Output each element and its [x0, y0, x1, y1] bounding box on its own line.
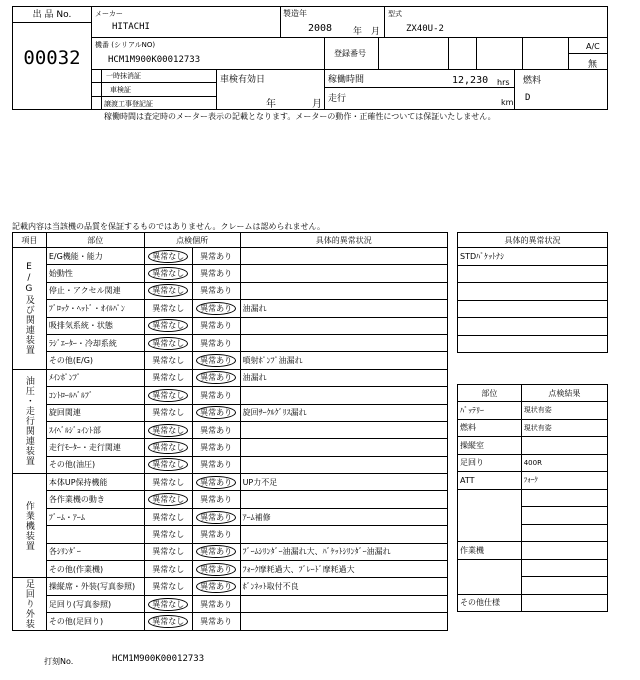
- side-result-cell: [521, 437, 607, 455]
- hours-value: 12,230: [452, 75, 489, 86]
- no-abnormality-option: 異常なし: [148, 458, 188, 471]
- side-result-cell: ﾌｫｰｸ: [521, 472, 607, 490]
- table-row: [13, 265, 448, 282]
- hours-unit: hrs: [497, 78, 510, 87]
- part-cell: E/G機能・能力: [46, 248, 144, 265]
- side-detail-cell: STDﾊﾞｹｯﾄﾅｼ: [458, 248, 608, 266]
- detail-cell: 油漏れ: [240, 369, 447, 386]
- part-cell: ｽｲﾍﾞﾙｼﾞｮｲﾝﾄ部: [46, 421, 144, 438]
- maker-label: メーカー: [95, 10, 123, 18]
- abnormality-option: 異常あり: [200, 616, 233, 626]
- abnormality-option: 異常あり: [196, 476, 236, 489]
- side-result-table: [457, 384, 608, 612]
- detail-cell: 旋回ｻｰｸﾙｸﾞﾘｽ漏れ: [240, 404, 447, 421]
- table-row: [13, 387, 448, 404]
- no-abnormality-option: 異常なし: [148, 598, 188, 611]
- no-abnormality-option: 異常なし: [152, 512, 185, 522]
- side-other-label: その他仕様: [458, 594, 522, 612]
- table-row: [13, 404, 448, 421]
- abnormality-option: 異常あり: [196, 580, 236, 593]
- no-abnormality-option: 異常なし: [148, 284, 188, 297]
- side-detail-header: 具体的異常状況: [458, 233, 608, 248]
- abnormality-option: 異常あり: [200, 599, 233, 609]
- side-result-header-result: 点検結果: [521, 385, 607, 402]
- part-cell: 各ｼﾘﾝﾀﾞｰ: [46, 543, 144, 560]
- no-abnormality-option: 異常なし: [148, 337, 188, 350]
- side-part-cell: 操縦室: [458, 437, 522, 455]
- part-cell: その他(E/G): [46, 352, 144, 369]
- table-row: [13, 561, 448, 578]
- part-cell: 吸排気系統・状態: [46, 317, 144, 334]
- abnormality-option: 異常あり: [200, 529, 233, 539]
- abnormality-option: 異常あり: [200, 338, 233, 348]
- inspection-table: [12, 232, 448, 631]
- part-cell: 各作業機の動き: [46, 491, 144, 508]
- part-cell: 足回り(写真参照): [46, 595, 144, 612]
- no-abnormality-option: 異常なし: [148, 389, 188, 402]
- table-row: [13, 282, 448, 299]
- side-detail-cell: [458, 335, 608, 353]
- exhibit-no-label: 出 品 No.: [13, 7, 91, 23]
- no-abnormality-option: 異常なし: [148, 250, 188, 263]
- side-detail-cell: [458, 318, 608, 336]
- no-abnormality-option: 異常なし: [152, 582, 185, 592]
- side-result-cell: 現状有姿: [521, 402, 607, 420]
- insp-month-unit: 月: [312, 99, 322, 110]
- stamp-value: HCM1M900K00012733: [112, 654, 205, 664]
- abnormality-option: 異常あり: [196, 406, 236, 419]
- detail-cell: ｱｰﾑ補修: [240, 508, 447, 525]
- table-row: [13, 334, 448, 351]
- no-abnormality-option: 異常なし: [148, 319, 188, 332]
- detail-cell: [240, 421, 447, 438]
- col-header-part: 部位: [46, 233, 144, 248]
- table-row: [13, 526, 448, 543]
- no-abnormality-option: 異常なし: [148, 615, 188, 628]
- side-detail-table: [457, 232, 608, 353]
- col-header-item: 項目: [13, 233, 47, 248]
- disclaimer: 記載内容は当該機の品質を保証するものではありません。クレームは認められません。: [12, 222, 325, 231]
- detail-cell: [240, 439, 447, 456]
- no-abnormality-option: 異常なし: [148, 267, 188, 280]
- side-result-header-part: 部位: [458, 385, 522, 402]
- maker-value: HITACHI: [112, 22, 150, 32]
- no-abnormality-option: 異常なし: [152, 303, 185, 313]
- abnormality-option: 異常あり: [200, 390, 233, 400]
- col-divider: [324, 37, 325, 69]
- detail-cell: 油漏れ: [240, 300, 447, 317]
- year-label: 製造年: [283, 9, 307, 18]
- part-cell: ﾌﾞﾛｯｸ・ﾍｯﾄﾞ・ｵｲﾙﾊﾟﾝ: [46, 300, 144, 317]
- group-label: E/G及び関連装置: [23, 261, 34, 355]
- col-divider: [522, 37, 523, 69]
- year-value: 2008: [308, 23, 333, 34]
- year-unit: 年: [353, 27, 363, 37]
- part-cell: 走行ﾓｰﾀｰ・走行関連: [46, 439, 144, 456]
- ac-label: A/C: [586, 42, 600, 51]
- table-header: [13, 233, 448, 248]
- detail-cell: [240, 613, 447, 630]
- col-header-detail: 具体的異常状況: [240, 233, 447, 248]
- no-abnormality-option: 異常なし: [152, 373, 185, 383]
- col-header-check: 点検個所: [144, 233, 240, 248]
- serial-label: 機番 (シリアルNO): [95, 41, 156, 49]
- abnormality-option: 異常あり: [200, 425, 233, 435]
- table-row: [13, 421, 448, 438]
- table-row: [13, 300, 448, 317]
- detail-cell: [240, 526, 447, 543]
- no-abnormality-option: 異常なし: [152, 356, 185, 366]
- table-row: [13, 613, 448, 630]
- detail-cell: [240, 595, 447, 612]
- detail-cell: [240, 387, 447, 404]
- col-divider: [378, 37, 379, 69]
- side-detail-cell: [458, 265, 608, 283]
- detail-cell: [240, 491, 447, 508]
- part-cell: 停止・アクセル関連: [46, 282, 144, 299]
- abnormality-option: 異常あり: [200, 460, 233, 470]
- table-row: [13, 456, 448, 473]
- no-abnormality-option: 異常なし: [148, 493, 188, 506]
- header-grid: [92, 6, 608, 110]
- detail-cell: 噴射ﾎﾟﾝﾌﾟ油漏れ: [240, 352, 447, 369]
- part-cell: 始動性: [46, 265, 144, 282]
- model-value: ZX40U-2: [406, 24, 444, 34]
- part-cell: [46, 526, 144, 543]
- insp-year-unit: 年: [266, 99, 276, 110]
- side-result-cell: 400R: [521, 454, 607, 472]
- detail-cell: UP力不足: [240, 474, 447, 491]
- part-cell: その他(油圧): [46, 456, 144, 473]
- inspection-label: 車検有効日: [220, 75, 266, 85]
- table-row: [13, 543, 448, 560]
- cert-label-1: 一時抹消証: [106, 72, 141, 80]
- table-row: [13, 352, 448, 369]
- side-result-cell: 現状有姿: [521, 419, 607, 437]
- detail-cell: [240, 248, 447, 265]
- side-part-cell: ﾊﾞｯﾃﾘｰ: [458, 402, 522, 420]
- detail-cell: ﾌﾞｰﾑｼﾘﾝﾀﾞｰ油漏れ大、ﾊﾞｹｯﾄｼﾘﾝﾀﾞｰ油漏れ: [240, 543, 447, 560]
- detail-cell: [240, 456, 447, 473]
- col-divider: [280, 7, 281, 37]
- stamp-label: 打刻No.: [44, 657, 74, 666]
- table-row: [13, 491, 448, 508]
- exhibit-no-value: 00032: [23, 47, 81, 69]
- part-cell: 操縦席・外装(写真参照): [46, 578, 144, 595]
- group-label: 油圧・走行関連装置: [23, 376, 34, 467]
- no-abnormality-option: 異常なし: [152, 529, 185, 539]
- abnormality-option: 異常あり: [196, 511, 236, 524]
- table-row: [13, 474, 448, 491]
- cert-block: [92, 69, 216, 110]
- col-divider: [216, 69, 217, 110]
- group-label: 足回り外装: [23, 579, 34, 629]
- no-abnormality-option: 異常なし: [152, 408, 185, 418]
- part-cell: ﾒｲﾝﾎﾟﾝﾌﾟ: [46, 369, 144, 386]
- abnormality-option: 異常あり: [200, 269, 233, 279]
- abnormality-option: 異常あり: [196, 302, 236, 315]
- cert-label-3: 譲渡工事登記証: [104, 100, 153, 108]
- hours-label: 稼働時間: [328, 75, 365, 85]
- group-label: 作業機装置: [23, 500, 34, 551]
- row-divider: [324, 87, 514, 88]
- fuel-label: 燃料: [523, 76, 542, 86]
- hours-note: 稼働時間は査定時のメーター表示の記載となります。メーターの動作・正確性については保証いたしません。: [104, 112, 496, 121]
- side-part-cell: ATT: [458, 472, 522, 490]
- exhibit-no-box: [12, 6, 92, 110]
- side-part-cell: 足回り: [458, 454, 522, 472]
- no-abnormality-option: 異常なし: [152, 564, 185, 574]
- no-abnormality-option: 異常なし: [152, 477, 185, 487]
- table-row: [13, 595, 448, 612]
- row-divider: [92, 37, 607, 38]
- part-cell: 旋回関連: [46, 404, 144, 421]
- month-unit: 月: [371, 27, 381, 37]
- cert-label-2: 車検証: [110, 86, 131, 94]
- part-cell: その他(足回り): [46, 613, 144, 630]
- reg-no-label: 登録番号: [334, 49, 366, 58]
- part-cell: ﾌﾞｰﾑ・ｱｰﾑ: [46, 508, 144, 525]
- ac-value: 無: [588, 60, 598, 70]
- part-cell: その他(作業機): [46, 561, 144, 578]
- table-row: [13, 248, 448, 265]
- detail-cell: ﾌｫｰｸ摩耗過大、ﾌﾞﾚｰﾄﾞ摩耗過大: [240, 561, 447, 578]
- abnormality-option: 異常あり: [196, 545, 236, 558]
- no-abnormality-option: 異常なし: [148, 441, 188, 454]
- detail-cell: [240, 317, 447, 334]
- table-row: [13, 508, 448, 525]
- abnormality-option: 異常あり: [200, 251, 233, 261]
- model-label: 型式: [388, 10, 402, 18]
- col-divider: [324, 69, 325, 110]
- table-row: [13, 369, 448, 386]
- table-row: [13, 439, 448, 456]
- abnormality-option: 異常あり: [200, 321, 233, 331]
- distance-unit: km: [501, 98, 514, 107]
- row-divider: [568, 53, 607, 54]
- detail-cell: ﾎﾞﾝﾈｯﾄ取付不良: [240, 578, 447, 595]
- part-cell: ｺﾝﾄﾛｰﾙﾊﾞﾙﾌﾞ: [46, 387, 144, 404]
- fuel-value: D: [525, 93, 531, 103]
- col-divider: [448, 37, 449, 69]
- side-part-cell: 燃料: [458, 419, 522, 437]
- col-divider: [384, 7, 385, 37]
- abnormality-option: 異常あり: [200, 286, 233, 296]
- abnormality-option: 異常あり: [200, 495, 233, 505]
- abnormality-option: 異常あり: [196, 563, 236, 576]
- detail-cell: [240, 282, 447, 299]
- detail-cell: [240, 265, 447, 282]
- side-detail-cell: [458, 283, 608, 301]
- col-divider: [476, 37, 477, 69]
- side-detail-cell: [458, 300, 608, 318]
- table-row: [13, 578, 448, 595]
- no-abnormality-option: 異常なし: [148, 424, 188, 437]
- abnormality-option: 異常あり: [196, 354, 236, 367]
- part-cell: ﾗｼﾞｴｰﾀｰ・冷却系統: [46, 334, 144, 351]
- detail-cell: [240, 334, 447, 351]
- table-row: [13, 317, 448, 334]
- distance-label: 走行: [328, 94, 347, 104]
- part-cell: 本体UP保持機能: [46, 474, 144, 491]
- col-divider: [514, 69, 515, 110]
- no-abnormality-option: 異常なし: [152, 547, 185, 557]
- abnormality-option: 異常あり: [200, 442, 233, 452]
- side-work-label: 作業機: [458, 542, 522, 560]
- serial-value: HCM1M900K00012733: [108, 55, 201, 65]
- abnormality-option: 異常あり: [196, 371, 236, 384]
